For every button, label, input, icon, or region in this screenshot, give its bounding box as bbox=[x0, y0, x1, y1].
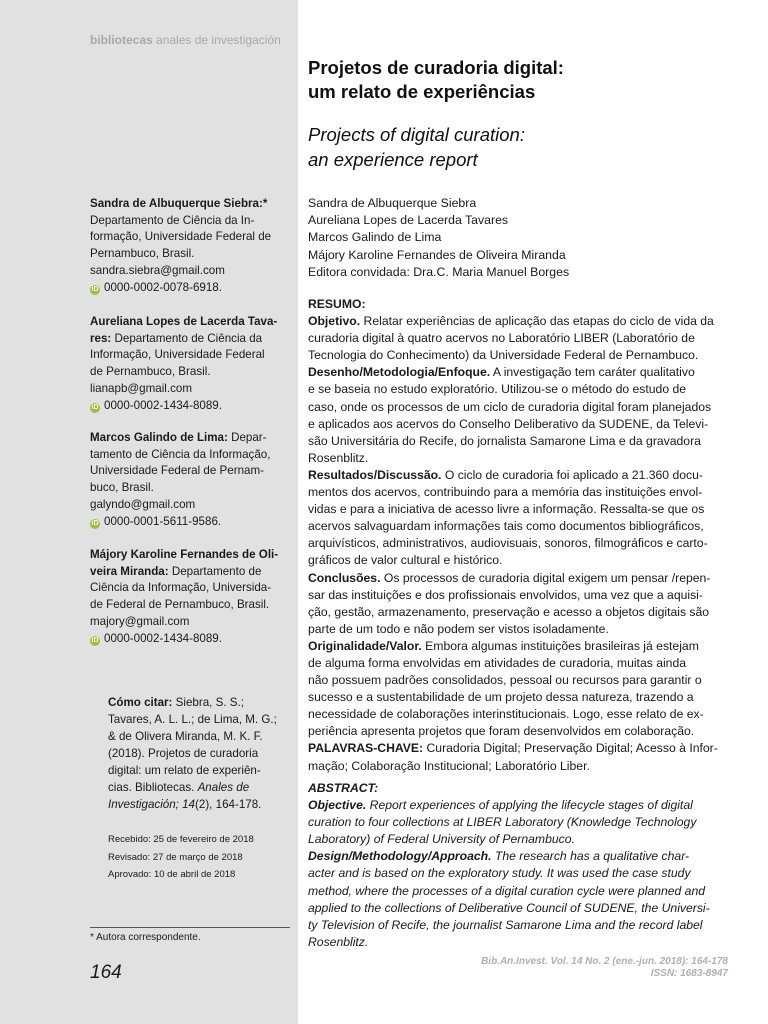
resumo-line bbox=[308, 604, 728, 621]
affiliation-line bbox=[90, 463, 290, 480]
affiliation-block bbox=[90, 196, 290, 296]
resumo-line bbox=[308, 552, 728, 569]
author-affiliation-name: veira Miranda: bbox=[90, 564, 169, 578]
affiliation-text: Ciência da Informação, Universida- bbox=[90, 581, 272, 595]
affiliation-text: tamento de Ciência da Informação, bbox=[90, 447, 271, 461]
affiliation-line bbox=[90, 331, 290, 348]
author-name: Aureliana Lopes de Lacerda Tavares bbox=[308, 213, 509, 228]
abstract-section bbox=[308, 780, 728, 951]
abstract-text: Rosenblitz. bbox=[308, 934, 369, 949]
resumo-text: parte de um todo e não podem ser vistos isoladamente. bbox=[308, 621, 609, 636]
affiliation-line bbox=[90, 347, 290, 364]
author-affiliation-name: Májory Karoline Fernandes de Oli- bbox=[90, 548, 279, 561]
resumo-line bbox=[308, 655, 728, 672]
resumo-subheading: PALAVRAS-CHAVE: bbox=[308, 741, 424, 756]
resumo-text: periência apresenta projetos que foram desenvolvidos em colaboração. bbox=[308, 724, 695, 739]
resumo-subheading: Originalidade/Valor. bbox=[308, 638, 422, 653]
abstract-text: ty Television of Recife, the journalist Samarone Lima and the record label bbox=[308, 917, 703, 932]
orcid-line[interactable] bbox=[90, 514, 290, 531]
citation-journal-volume: Investigación; 14 bbox=[108, 798, 196, 811]
how-to-cite bbox=[108, 694, 290, 813]
citation-label: Cómo citar: bbox=[108, 696, 173, 709]
resumo-subheading: Conclusões. bbox=[308, 570, 381, 585]
resumo-line bbox=[308, 501, 728, 518]
affiliation-line bbox=[90, 213, 290, 230]
resumo-text: Rosenblitz. bbox=[308, 450, 369, 465]
journal-name-rest: anales de investigación bbox=[152, 33, 281, 47]
resumo-subheading: Resultados/Discussão. bbox=[308, 467, 442, 482]
resumo-text: de alguma forma envolvidas em atividades de curadoria, muitas ainda bbox=[308, 655, 687, 670]
orcid-line[interactable] bbox=[90, 280, 290, 297]
resumo-text: vidas e para a iniciativa de acesso livre a informação. Ressalta-se que os bbox=[308, 502, 705, 517]
resumo-line bbox=[308, 347, 728, 364]
affiliation-line bbox=[90, 597, 290, 614]
resumo-text: sar das instituições e dos profissionais envolvidos, uma vez que a aquisi- bbox=[308, 587, 703, 602]
abstract-subheading: Objective. bbox=[308, 798, 367, 813]
orcid-id: 0000-0002-1434-8089. bbox=[104, 631, 222, 645]
orcid-icon: iD bbox=[91, 636, 99, 644]
author-name: Májory Karoline Fernandes de Oliveira Miranda bbox=[308, 247, 566, 262]
resumo-line bbox=[308, 381, 728, 398]
title-en-line: an experience report bbox=[308, 149, 478, 170]
resumo-text: necessidade de colaborações interinstitucionais. Logo, esse relato de ex- bbox=[308, 707, 704, 722]
resumo-line bbox=[308, 399, 728, 416]
resumo-line bbox=[308, 433, 728, 450]
abstract-line bbox=[308, 917, 728, 934]
date-approved: Aprovado: 10 de abril de 2018 bbox=[108, 869, 236, 880]
page-number: 164 bbox=[90, 962, 122, 983]
resumo-subheading: Objetivo. bbox=[308, 314, 361, 329]
author-email[interactable]: majory@gmail.com bbox=[90, 614, 190, 628]
affiliation-line bbox=[90, 229, 290, 246]
abstract-line bbox=[308, 900, 728, 917]
article-title-portuguese bbox=[308, 56, 728, 104]
submission-dates bbox=[108, 831, 254, 884]
resumo-line bbox=[308, 484, 728, 501]
citation-line: (2018). Projetos de curadoria bbox=[108, 747, 259, 760]
orcid-icon: iD bbox=[91, 403, 99, 411]
resumo-text: curadoria digital à quatro acervos no Laboratório LIBER (Laboratório de bbox=[308, 331, 695, 346]
abstract-line bbox=[308, 831, 728, 848]
abstract-heading: ABSTRACT: bbox=[308, 781, 379, 795]
resumo-line bbox=[308, 450, 728, 467]
resumo-line bbox=[308, 330, 728, 347]
affiliation-line bbox=[90, 480, 290, 497]
resumo-text: Embora algumas instituições brasileiras já estejam bbox=[421, 638, 699, 653]
orcid-id: 0000-0002-0078-6918. bbox=[104, 280, 222, 294]
journal-footer bbox=[481, 956, 728, 980]
resumo-line bbox=[308, 758, 728, 775]
orcid-icon: iD bbox=[91, 519, 99, 527]
citation-line: Tavares, A. L. L.; de Lima, M. G.; bbox=[108, 713, 277, 726]
citation-issue: (2), 164-178. bbox=[195, 798, 262, 811]
resumo-text: arquivísticos, administrativos, audiovisuais, sonoros, filmográficos e carto- bbox=[308, 536, 708, 551]
resumo-text: gráficos de valor cultural e histórico. bbox=[308, 553, 503, 568]
footer-issn: ISSN: 1683-8947 bbox=[650, 968, 728, 979]
affiliation-text: Departamento de bbox=[168, 564, 262, 578]
resumo-text: mentos dos acervos, contribuindo para a memória das instituições envol- bbox=[308, 485, 703, 500]
abstract-text: acter and is based on the exploratory study. It was used the case study bbox=[308, 866, 691, 881]
affiliation-text: de Pernambuco, Brasil. bbox=[90, 365, 211, 379]
journal-name-bold: bibliotecas bbox=[90, 33, 153, 47]
abstract-line bbox=[308, 814, 728, 831]
affiliation-block bbox=[90, 430, 290, 530]
title-pt-line: um relato de experiências bbox=[308, 81, 536, 102]
author-name: Marcos Galindo de Lima bbox=[308, 230, 442, 245]
date-received: Recebido: 25 de fevereiro de 2018 bbox=[108, 834, 254, 845]
author-email[interactable]: galyndo@gmail.com bbox=[90, 497, 196, 511]
author-name: Sandra de Albuquerque Siebra bbox=[308, 196, 477, 210]
affiliation-block bbox=[90, 314, 290, 414]
resumo-line bbox=[308, 518, 728, 535]
journal-header bbox=[90, 33, 281, 47]
resumo-text: Relatar experiências de aplicação das etapas do ciclo de vida da bbox=[360, 314, 714, 329]
resumo-line bbox=[308, 416, 728, 433]
affiliation-text: Departamento de Ciência da In- bbox=[90, 213, 255, 227]
abstract-line bbox=[308, 797, 728, 814]
citation-journal: Anales de bbox=[197, 781, 250, 794]
affiliation-line bbox=[90, 430, 290, 447]
resumo-text: O ciclo de curadoria foi aplicado a 21.360 docu- bbox=[441, 467, 703, 482]
resumo-text: mação; Colaboração Institucional; Laboratório Liber. bbox=[308, 758, 590, 773]
affiliation-line bbox=[90, 564, 290, 581]
abstract-text: curation to four collections at LIBER Laboratory (Knowledge Technology bbox=[308, 815, 697, 830]
resumo-line bbox=[308, 313, 728, 330]
orcid-id: 0000-0001-5611-9586. bbox=[104, 514, 222, 528]
footnote-divider bbox=[90, 927, 290, 928]
affiliation-text: Pernambuco, Brasil. bbox=[90, 247, 195, 261]
resumo-line bbox=[308, 689, 728, 706]
affiliation-line bbox=[90, 246, 290, 263]
resumo-line bbox=[308, 638, 728, 655]
affiliation-text: Informação, Universidade Federal bbox=[90, 348, 265, 362]
citation-line bbox=[108, 796, 290, 813]
article-title-english bbox=[308, 122, 728, 172]
author-email[interactable]: sandra.siebra@gmail.com bbox=[90, 263, 225, 277]
affiliation-text: Departamento de Ciência da bbox=[111, 331, 263, 345]
resumo-line bbox=[308, 740, 728, 757]
author-affiliation-name: res: bbox=[90, 331, 112, 345]
affiliation-text: buco, Brasil. bbox=[90, 481, 154, 495]
resumo-line bbox=[308, 621, 728, 638]
affiliation-line bbox=[90, 314, 290, 331]
abstract-text: Report experiences of applying the lifecycle stages of digital bbox=[366, 798, 693, 813]
orcid-line[interactable] bbox=[90, 631, 290, 648]
footer-citation: Bib.An.Invest. Vol. 14 No. 2 (ene.-jun. 2018): 164-178 bbox=[481, 956, 728, 967]
orcid-icon: iD bbox=[91, 285, 99, 293]
resumo-line bbox=[308, 706, 728, 723]
title-en-line: Projects of digital curation: bbox=[308, 124, 525, 145]
affiliation-text: formação, Universidade Federal de bbox=[90, 230, 272, 244]
resumo-text: Curadoria Digital; Preservação Digital; Acesso à Infor- bbox=[423, 741, 718, 756]
citation-line: & de Olivera Miranda, M. K. F. bbox=[108, 730, 263, 743]
resumo-text: A investigação tem caráter qualitativo bbox=[490, 365, 695, 380]
abstract-subheading: Design/Methodology/Approach. bbox=[308, 849, 492, 864]
affiliation-line bbox=[90, 580, 290, 597]
title-pt-line: Projetos de curadoria digital: bbox=[308, 57, 564, 78]
affiliation-line bbox=[90, 364, 290, 381]
orcid-line[interactable] bbox=[90, 398, 290, 415]
guest-editor: Editora convidada: Dra.C. Maria Manuel Borges bbox=[308, 264, 570, 279]
resumo-heading: RESUMO: bbox=[308, 297, 366, 311]
author-affiliation-name: Marcos Galindo de Lima: bbox=[90, 431, 228, 444]
footnote: * Autora correspondente. bbox=[90, 932, 201, 943]
citation-line: cias. Bibliotecas. Anales de bbox=[108, 781, 250, 794]
resumo-text: caso, onde os processos de um ciclo de curadoria digital foram planejados bbox=[308, 399, 712, 414]
resumo-line bbox=[308, 723, 728, 740]
resumo-text: sucesso e a sustentabilidade de um projeto dessa natureza, trazendo a bbox=[308, 690, 694, 705]
resumo-text: e aplicados aos acervos do Conselho Deliberativo da SUDENE, da Televi- bbox=[308, 416, 709, 431]
resumo-text: Os processos de curadoria digital exigem um pensar /repen- bbox=[380, 570, 711, 585]
citation-line: digital: um relato de experiên- bbox=[108, 764, 261, 777]
resumo-text: ção, gestão, armazenamento, preservação e acesso a objetos digitais são bbox=[308, 604, 710, 619]
resumo-text: não possuem padrões consolidados, pessoal ou recursos para garantir o bbox=[308, 673, 702, 688]
abstract-line bbox=[308, 883, 728, 900]
affiliation-line bbox=[90, 196, 290, 213]
author-affiliation-name: Sandra de Albuquerque Siebra:* bbox=[90, 197, 268, 210]
affiliation-text: de Federal de Pernambuco, Brasil. bbox=[90, 598, 270, 612]
resumo-subheading: Desenho/Metodologia/Enfoque. bbox=[308, 365, 491, 380]
abstract-text: method, where the processes of a digital curation cycle were planned and bbox=[308, 883, 706, 898]
resumo-line bbox=[308, 535, 728, 552]
resumo-section bbox=[308, 296, 728, 775]
affiliation-text: Universidade Federal de Pernam- bbox=[90, 464, 264, 478]
author-list bbox=[308, 195, 569, 281]
resumo-text: são Universitária do Recife, do jornalista Samarone Lima e da gravadora bbox=[308, 433, 701, 448]
affiliation-block bbox=[90, 547, 290, 647]
resumo-line bbox=[308, 587, 728, 604]
citation-line: Cómo citar: Siebra, S. S.; bbox=[108, 696, 244, 709]
orcid-id: 0000-0002-1434-8089. bbox=[104, 398, 222, 412]
abstract-line bbox=[308, 865, 728, 882]
resumo-text: Tecnologia do Conhecimento) da Universidade Federal de Pernambuco. bbox=[308, 348, 699, 363]
abstract-line bbox=[308, 848, 728, 865]
abstract-line bbox=[308, 934, 728, 951]
author-affiliation-name: Aureliana Lopes de Lacerda Tava- bbox=[90, 315, 278, 328]
abstract-text: Laboratory) of Federal University of Pernambuco. bbox=[308, 832, 575, 847]
resumo-line bbox=[308, 364, 728, 381]
resumo-line bbox=[308, 672, 728, 689]
abstract-text: applied to the collections of Deliberative Council of SUDENE, the Universi- bbox=[308, 900, 710, 915]
resumo-line bbox=[308, 570, 728, 587]
date-revised: Revisado: 27 de março de 2018 bbox=[108, 851, 243, 863]
affiliation-line bbox=[90, 447, 290, 464]
affiliation-line bbox=[90, 547, 290, 564]
resumo-line bbox=[308, 467, 728, 484]
resumo-text: acervos salvaguardam informações tais como documentos bibliográficos, bbox=[308, 519, 704, 534]
author-email[interactable]: lianapb@gmail.com bbox=[90, 381, 192, 395]
abstract-text: The research has a qualitative char- bbox=[491, 849, 690, 864]
resumo-text: e se baseia no estudo exploratório. Utilizou-se o método do estudo de bbox=[308, 382, 687, 397]
affiliation-text: Depar- bbox=[227, 431, 267, 444]
